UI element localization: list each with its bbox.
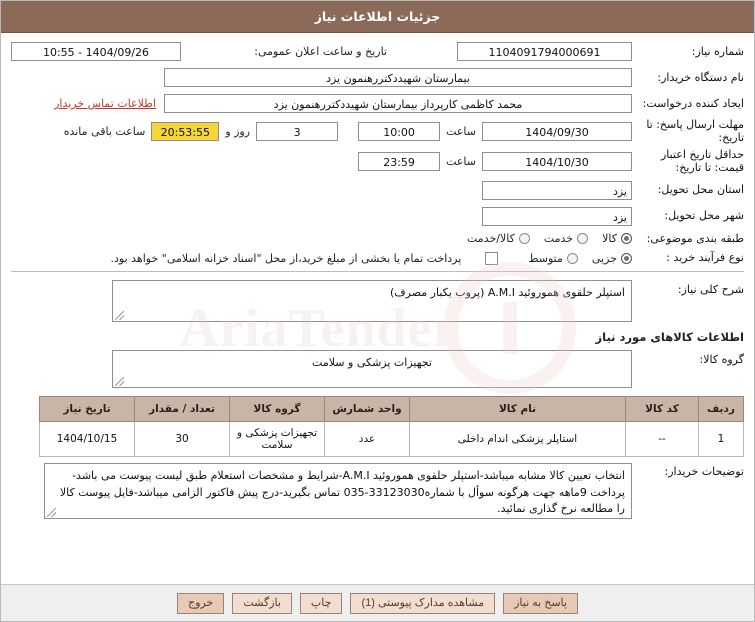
row-need-number	[11, 41, 744, 62]
category-label: طبقه بندی موضوعی:	[646, 231, 744, 245]
answer-need-button[interactable]: پاسخ به نیاز	[503, 593, 578, 614]
footer-toolbar	[1, 584, 754, 621]
announce-date-value: 1404/09/26 - 10:55	[11, 42, 181, 61]
radio-icon[interactable]	[577, 233, 588, 244]
city-value: یزد	[482, 207, 632, 226]
row-requester	[11, 93, 744, 114]
province-label: استان محل تحویل:	[657, 183, 744, 197]
validity-hour: 23:59	[358, 152, 440, 171]
category-option-kala-khedmat[interactable]	[467, 232, 530, 245]
radio-icon[interactable]	[567, 253, 578, 264]
row-buyer-notes	[11, 463, 744, 519]
purchase-type-option-motavaset[interactable]	[528, 252, 578, 265]
category-option-label: کالا	[602, 231, 617, 245]
row-description	[11, 280, 744, 322]
cell-date: 1404/10/15	[40, 422, 135, 457]
category-option-kala[interactable]	[602, 232, 632, 245]
province-value: یزد	[482, 181, 632, 200]
description-text: استپلر حلقوی هموروئید A.M.I (پروب یکبار مصرف)	[389, 286, 625, 300]
deadline-label: مهلت ارسال پاسخ: تا تاریخ:	[646, 118, 744, 144]
city-label: شهر محل تحویل:	[664, 209, 744, 223]
need-number-value: 1104091794000691	[457, 42, 632, 61]
purchase-type-label: نوع فرآیند خرید :	[666, 251, 744, 265]
radio-icon[interactable]	[621, 233, 632, 244]
goods-group-text: تجهیزات پزشکی و سلامت	[312, 356, 432, 370]
row-city	[11, 206, 744, 227]
goods-group-value	[112, 350, 632, 388]
col-group: گروه کالا	[230, 397, 325, 422]
buyer-notes-value	[44, 463, 632, 519]
row-province	[11, 180, 744, 201]
table-header-row	[40, 397, 744, 422]
cell-unit: عدد	[325, 422, 410, 457]
remaining-days-label: روز و	[225, 125, 251, 139]
validity-label: حداقل تاریخ اعتبار قیمت: تا تاریخ:	[660, 148, 744, 174]
cell-code: --	[626, 422, 699, 457]
description-value	[112, 280, 632, 322]
requester-label: ایجاد کننده درخواست:	[642, 96, 744, 110]
goods-section-title: اطلاعات کالاهای مورد نیاز	[595, 330, 744, 345]
deadline-hour: 10:00	[358, 122, 440, 141]
requester-value: محمد کاظمی کارپرداز بیمارستان شهیددکتررهنمون یزد	[164, 94, 632, 113]
checkbox-icon[interactable]	[485, 252, 498, 265]
treasury-bond-note: پرداخت تمام یا بخشی از مبلغ خرید،از محل "اسناد خزانه اسلامی" خواهد بود.	[110, 251, 462, 265]
validity-date: 1404/10/30	[482, 152, 632, 171]
announce-date-label: تاریخ و ساعت اعلان عمومی:	[254, 45, 387, 58]
row-category	[11, 232, 744, 246]
exit-button[interactable]: خروج	[177, 593, 224, 614]
row-goods-group	[11, 350, 744, 388]
buyer-org-label: نام دستگاه خریدار:	[657, 70, 744, 84]
view-attachments-button[interactable]: مشاهده مدارک پیوستی (1)	[350, 593, 495, 614]
resize-handle-icon[interactable]	[47, 508, 56, 517]
goods-group-label: گروه کالا:	[699, 353, 744, 367]
resize-handle-icon[interactable]	[115, 311, 124, 320]
window-title-bar	[1, 1, 754, 33]
category-option-label: کالا/خدمت	[467, 231, 515, 245]
purchase-type-option-jozei[interactable]	[592, 252, 632, 265]
col-name: نام کالا	[410, 397, 626, 422]
watermark-text: AriaTender	[179, 298, 458, 358]
col-code: کد کالا	[626, 397, 699, 422]
description-label: شرح کلی نیاز:	[677, 283, 744, 297]
buyer-notes-label: توضیحات خریدار:	[664, 465, 744, 479]
deadline-hour-label: ساعت	[446, 125, 476, 139]
cell-qty: 30	[135, 422, 230, 457]
purchase-type-option-label: جزیی	[591, 251, 617, 265]
buyer-contact-link[interactable]: اطلاعات تماس خریدار	[54, 97, 156, 110]
cell-name: استاپلر پزشکی اندام داخلی	[410, 422, 626, 457]
need-number-label: شماره نیاز:	[691, 44, 744, 58]
print-button[interactable]: چاپ	[300, 593, 343, 614]
resize-handle-icon[interactable]	[115, 377, 124, 386]
row-deadline	[11, 119, 744, 144]
goods-table	[39, 396, 744, 457]
treasury-bond-checkbox[interactable]	[481, 252, 498, 265]
category-option-label: خدمت	[543, 231, 574, 245]
row-purchase-type	[11, 251, 744, 265]
validity-hour-label: ساعت	[446, 155, 476, 169]
row-price-validity	[11, 149, 744, 174]
row-buyer-org	[11, 67, 744, 88]
col-unit: واحد شمارش	[325, 397, 410, 422]
cell-index: 1	[699, 422, 744, 457]
need-details-form	[1, 33, 754, 519]
radio-icon[interactable]	[519, 233, 530, 244]
buyer-notes-text: انتخاب تعیین کالا مشابه میباشد-استپلر حلقوی هموروئید A.M.I-شرایط و مشخصات استعلام طبق لیست پیوست می باشد-پرداخت 9ماهه جهت هرگونه سوأل با شماره33123030-035 تماس بگیرید-درج پیش فاکتور الزامی میباشد-فایل پیوست کالا را مطالعه نرخ گذاری نمائید.	[59, 469, 625, 516]
cell-group: تجهیزات پزشکی و سلامت	[230, 422, 325, 457]
table-row	[40, 422, 744, 457]
col-qty: تعداد / مقدار	[135, 397, 230, 422]
col-index: ردیف	[699, 397, 744, 422]
divider	[11, 271, 744, 272]
purchase-type-option-label: متوسط	[528, 251, 563, 265]
category-option-khedmat[interactable]	[544, 232, 588, 245]
buyer-org-value: بیمارستان شهیددکتررهنمون یزد	[164, 68, 632, 87]
page-title: جزئیات اطلاعات نیاز	[314, 9, 441, 24]
remaining-days: 3	[256, 122, 338, 141]
deadline-date: 1404/09/30	[482, 122, 632, 141]
back-button[interactable]: بازگشت	[232, 593, 292, 614]
remaining-suffix: ساعت باقی مانده	[63, 125, 146, 139]
col-date: تاریخ نیاز	[40, 397, 135, 422]
remaining-timer: 20:53:55	[151, 122, 219, 141]
radio-icon[interactable]	[621, 253, 632, 264]
